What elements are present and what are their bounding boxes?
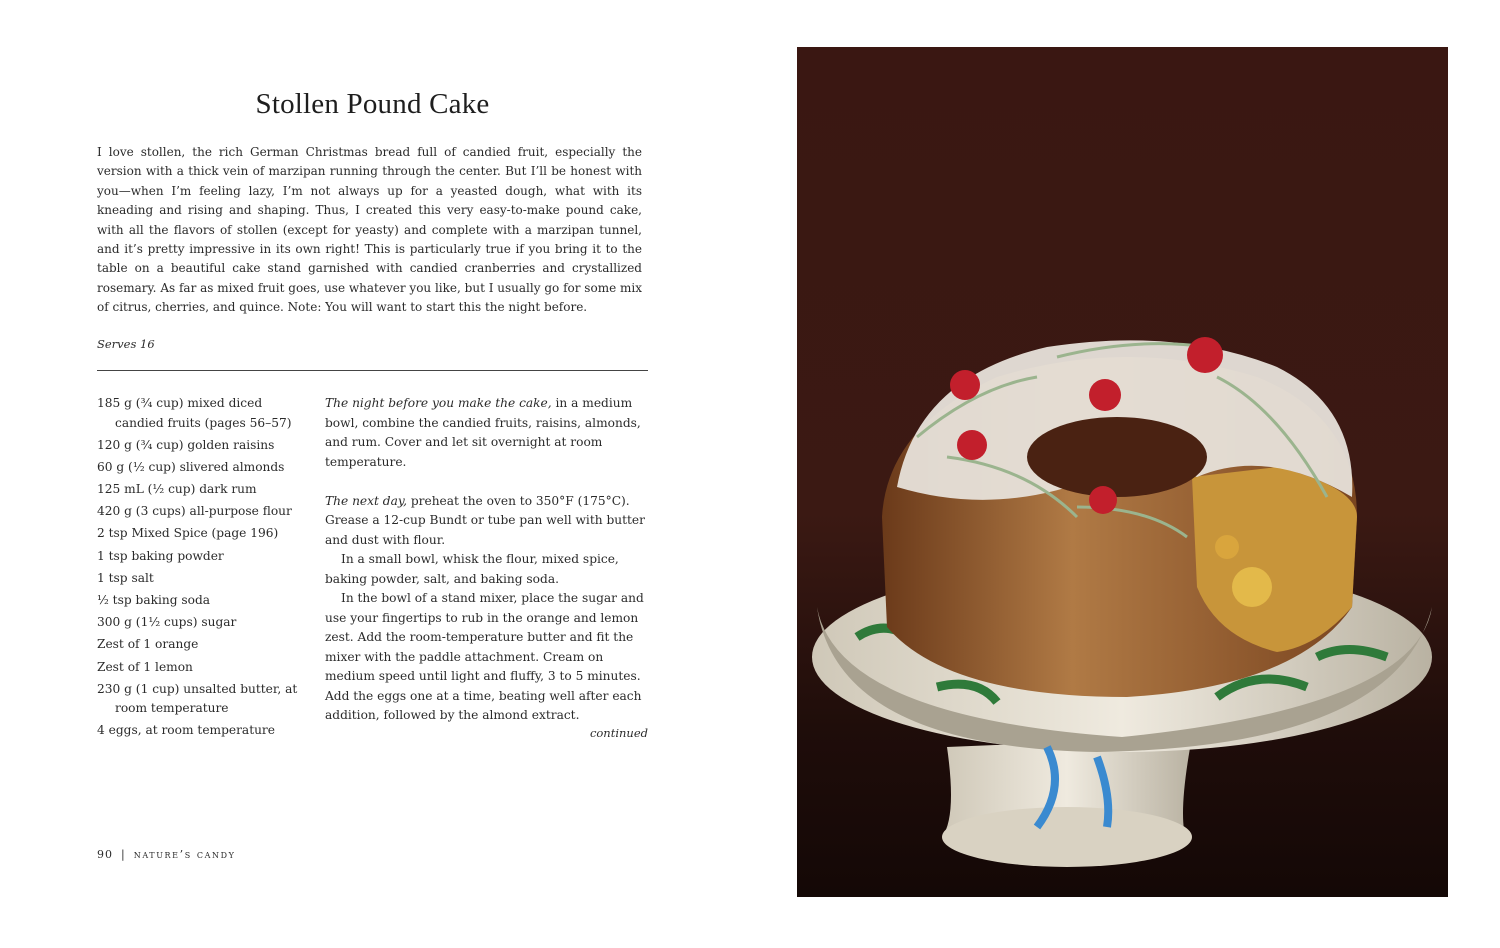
ingredient: 185 g (¾ cup) mixed diced candied fruits (pages 56–57) [97, 396, 292, 430]
cake-photo [797, 47, 1448, 897]
page-number: 90 [97, 848, 113, 861]
ingredient: ½ tsp baking soda [97, 593, 211, 607]
ingredient: 4 eggs, at room temperature [97, 723, 275, 738]
ingredient: 230 g (1 cup) unsalted butter, at room temperature [97, 681, 298, 716]
method-step [325, 492, 648, 551]
ingredient: 120 g (¾ cup) golden raisins [97, 437, 275, 452]
method [325, 394, 648, 726]
recipe-title: Stollen Pound Cake [255, 88, 490, 120]
cake-center-hole [1027, 417, 1207, 497]
running-head: nature’s candy [133, 848, 236, 861]
footer-separator: | [121, 848, 126, 861]
step-lead: The next day, [325, 493, 407, 508]
ingredient: 1 tsp salt [97, 570, 154, 585]
ingredient: 125 mL (½ cup) dark rum [97, 482, 257, 497]
stand-base [942, 807, 1192, 867]
step-text: in a medium bowl, combine the candied fruits, raisins, almonds, and rum. Cover and let sit overnight at room temperature. [325, 396, 641, 469]
method-step: In a small bowl, whisk the flour, mixed spice, baking powder, salt, and baking soda. [325, 552, 619, 586]
ingredient: 60 g (½ cup) slivered almonds [97, 459, 285, 474]
ingredient: Zest of 1 orange [97, 637, 199, 652]
method-step: In the bowl of a stand mixer, place the sugar and use your fingertips to rub in the orange and lemon zest. Add the room-temperature butter and fit the mixer with the paddle attachment. Cream on medium speed until light and fluffy, 3 to 5 minutes. Add the eggs one at a time, beating well after each addition, followed by the almond extract. [325, 591, 644, 722]
ingredient: 420 g (3 cups) all-purpose flour [97, 504, 292, 519]
step-text: preheat the oven to 350°F (175°C). Grease a 12-cup Bundt or tube pan well with butter and dust with flour. [325, 493, 645, 547]
step-lead: The night before you make the cake, [325, 396, 552, 410]
continued-note: continued [589, 726, 648, 740]
recipe-intro: I love stollen, the rich German Christmas bread full of candied fruit, especially the version with a thick vein of marzipan running through the center. But I’ll be honest with you—when I’m feeling lazy, I’m not always up for a yeasted dough, what with its kneading and rising and shaping. Thus, I created this very easy-to-make pound cake, with all the flavors of stollen (except for yeasty) and complete with a marzipan tunnel, and it’s pretty impressive in its own right! This is particularly true if you bring it to the table on a beautiful cake stand garnished with candied cranberries and crystallized rosemary. As far as mixed fruit goes, use whatever you like, but I usually go for some mix of citrus, cherries, and quince. Note: You will want to start this the night before. [97, 145, 642, 315]
page-footer [97, 848, 235, 861]
ingredient: 2 tsp Mixed Spice (page 196) [97, 526, 279, 541]
ingredient: 300 g (1½ cups) sugar [97, 615, 237, 630]
ingredient-list [97, 394, 312, 744]
bundt-cake-illustration [797, 47, 1448, 897]
ingredient: 1 tsp baking powder [97, 548, 224, 563]
servings: Serves 16 [97, 337, 155, 351]
method-step [325, 394, 648, 472]
ingredient: Zest of 1 lemon [97, 659, 193, 674]
divider-rule [97, 370, 648, 371]
